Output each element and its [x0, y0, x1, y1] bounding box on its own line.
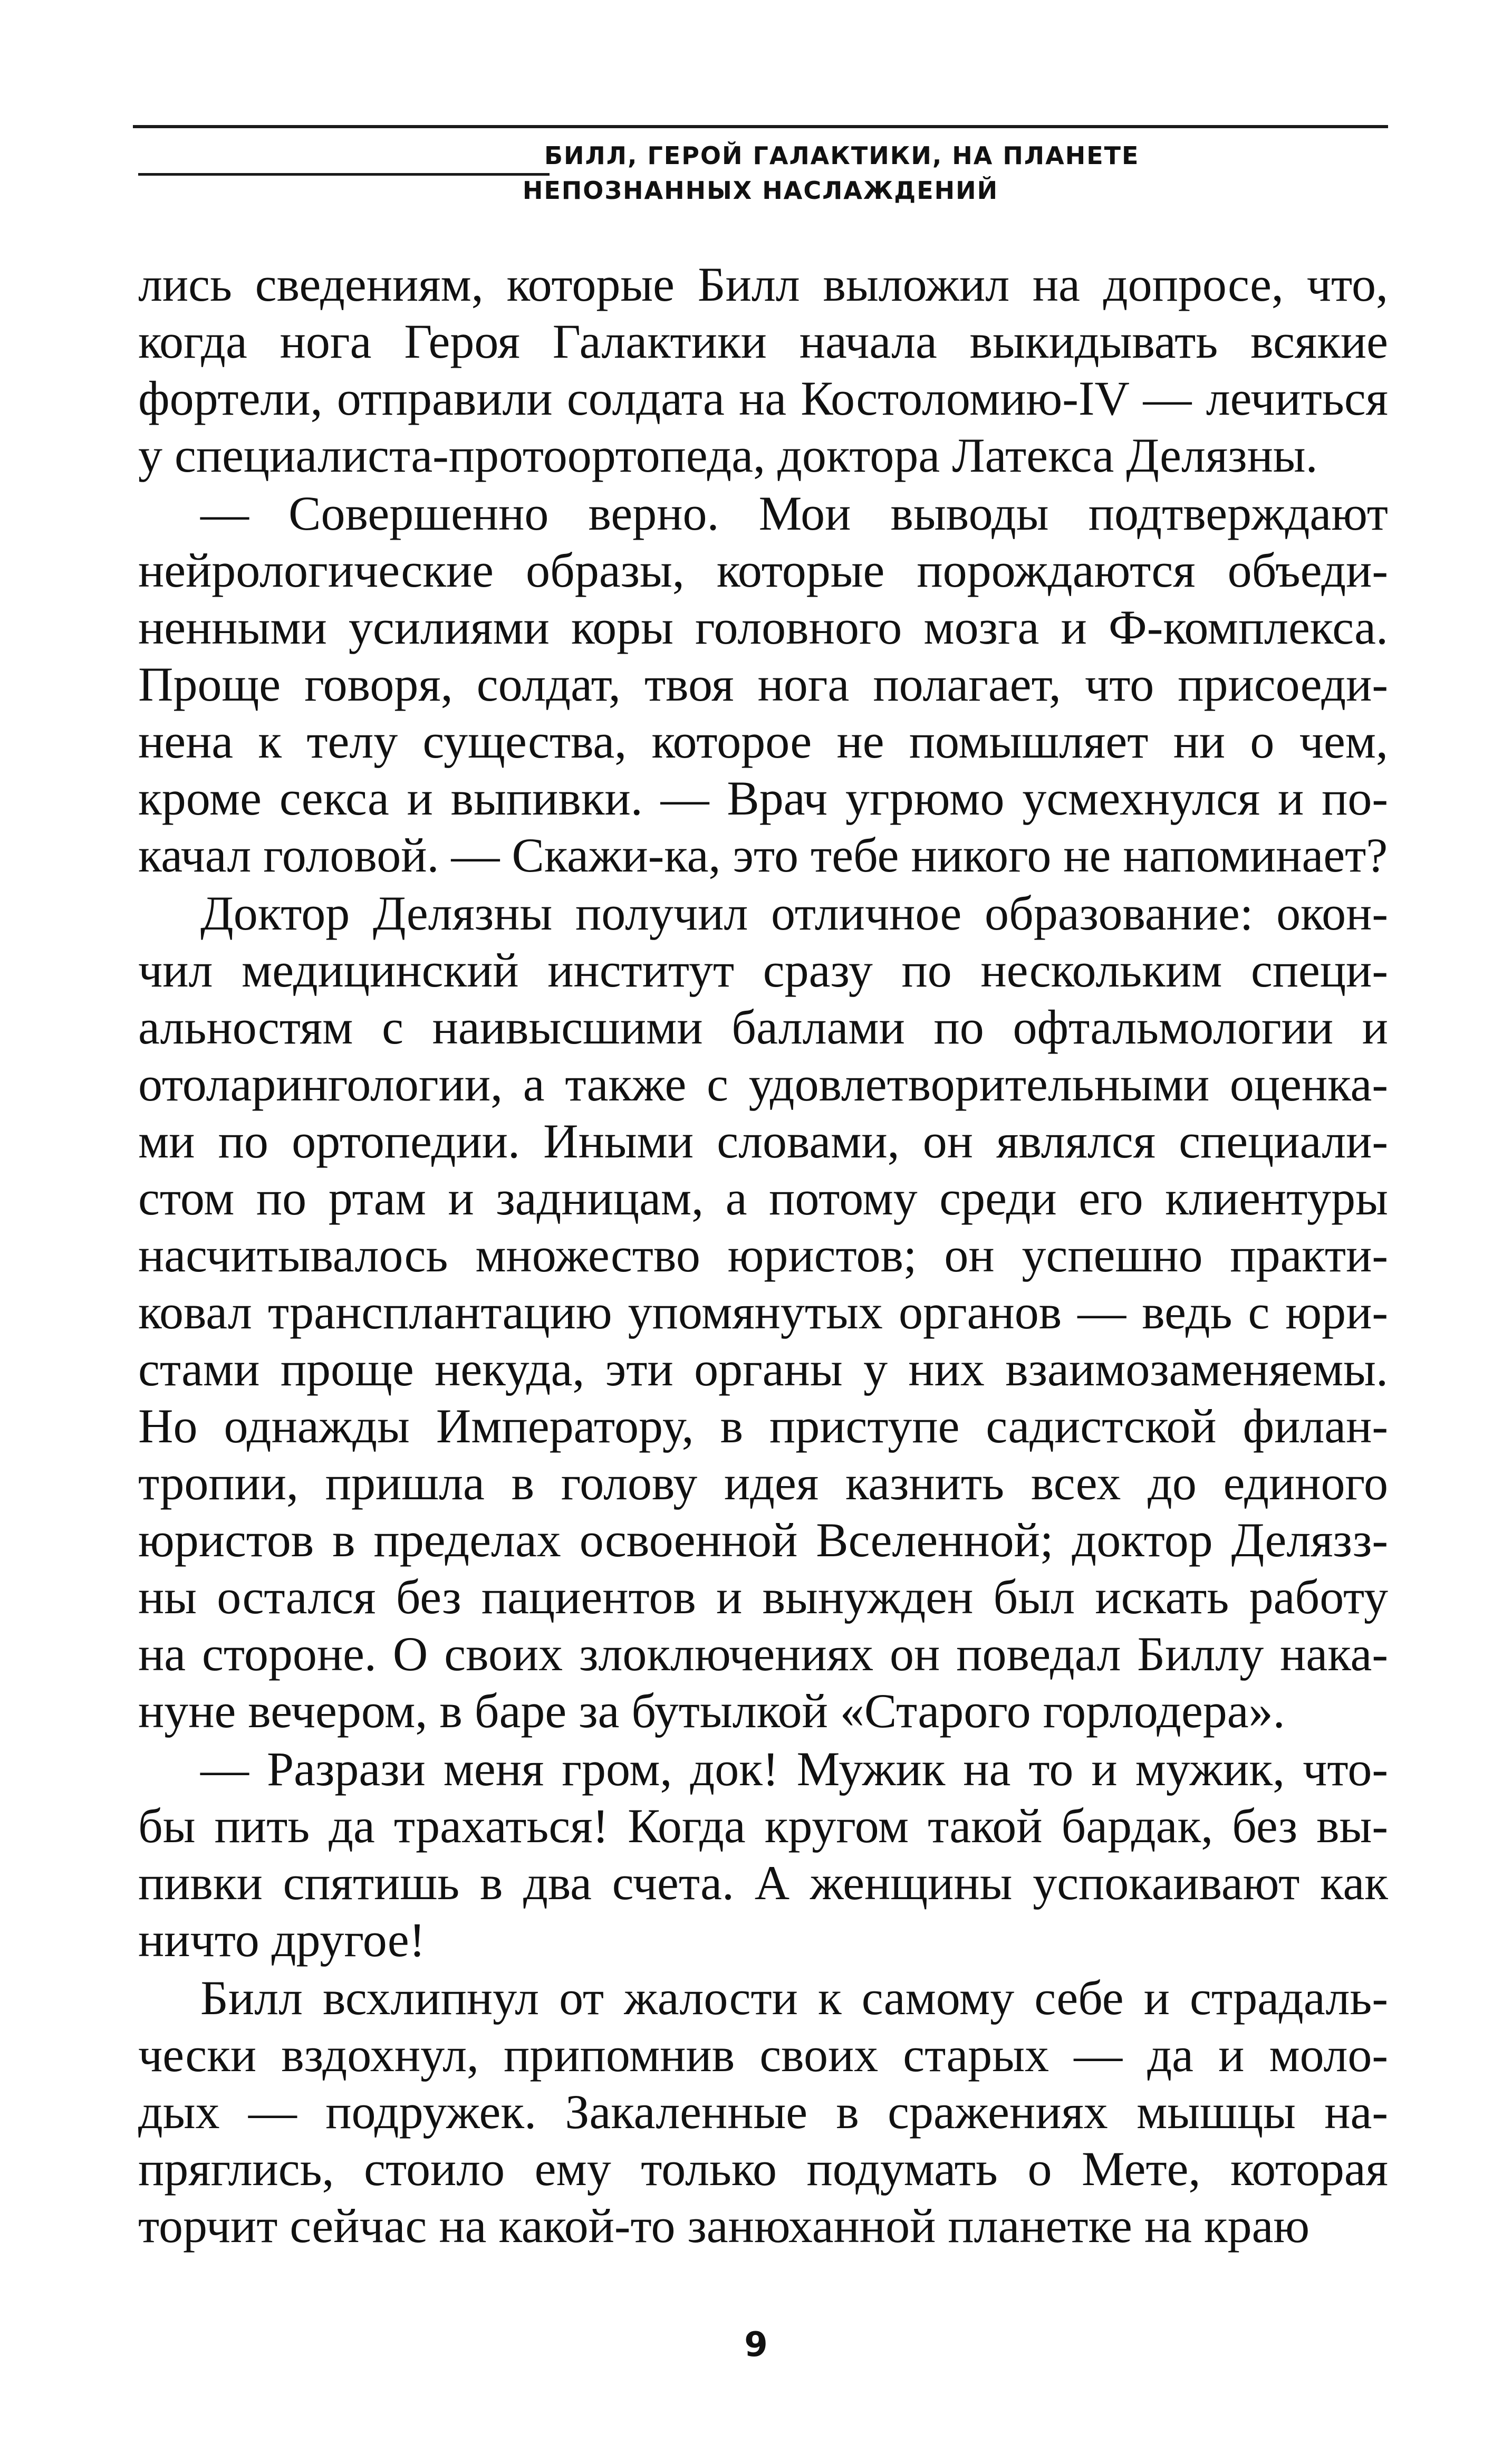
header-rule [133, 125, 1388, 128]
text-line: ны остался без пациентов и вынужден был искать работу [138, 1570, 1388, 1624]
running-head-line-1: БИЛЛ, ГЕРОЙ ГАЛАКТИКИ, НА ПЛАНЕТЕ [544, 141, 1140, 170]
text-line: на стороне. О своих злоключениях он поведал Биллу нака- [138, 1627, 1388, 1681]
text-line: альностям с наивысшими баллами по офтальмологии и [138, 1000, 1388, 1054]
text-line: Доктор Делязны получил отличное образование: окон- [200, 886, 1388, 940]
text-line: бы пить да трахаться! Когда кругом такой бардак, без вы- [138, 1799, 1388, 1853]
text-line: Билл всхлипнул от жалости к самому себе и страдаль- [200, 1971, 1388, 2025]
text-line: нена к телу существа, которое не помышляет ни о чем, [138, 714, 1388, 768]
text-line: пивки спятишь в два счета. А женщины успокаивают как [138, 1856, 1388, 1910]
text-line: пряглись, стоило ему только подумать о Мете, которая [138, 2142, 1388, 2196]
paragraph [138, 1969, 1388, 2254]
text-line: ковал трансплантацию упомянутых органов — ведь с юри- [138, 1285, 1388, 1339]
running-head [133, 138, 1388, 208]
text-line: тропии, пришла в голову идея казнить всех до единого [138, 1456, 1388, 1510]
text-line: ми по ортопедии. Иными словами, он являлся специали- [138, 1114, 1388, 1168]
text-line: когда нога Героя Галактики начала выкидывать всякие [138, 314, 1388, 368]
paragraph [138, 885, 1388, 1739]
text-line: торчит сейчас на какой-то занюханной планетке на краю [138, 2199, 1310, 2253]
body-text [138, 256, 1388, 2255]
text-line: Но однажды Императору, в приступе садистской филан- [138, 1399, 1388, 1453]
text-line: Проще говоря, солдат, твоя нога полагает, что присоеди- [138, 657, 1388, 711]
text-line: стом по ртам и задницам, а потому среди его клиентуры [138, 1171, 1388, 1225]
text-line: кроме секса и выпивки. — Врач угрюмо усмехнулся и по- [138, 771, 1388, 825]
text-line: стами проще некуда, эти органы у них взаимозаменяемы. [138, 1342, 1388, 1396]
paragraph [138, 256, 1388, 484]
text-line: фортели, отправили солдата на Костоломию-IV — лечиться [138, 371, 1388, 425]
text-line: ничто другое! [138, 1913, 426, 1967]
text-line: чески вздохнул, припомнив своих старых — да и моло- [138, 2028, 1388, 2082]
text-line: — Разрази меня гром, док! Мужик на то и мужик, что- [200, 1742, 1388, 1796]
running-head-line-2: НЕПОЗНАННЫХ НАСЛАЖДЕНИЙ [522, 176, 999, 205]
text-line: юристов в пределах освоенной Вселенной; доктор Делязз- [138, 1513, 1388, 1567]
text-line: насчитывалось множество юристов; он успешно практи- [138, 1228, 1388, 1282]
text-line: чил медицинский институт сразу по нескольким специ- [138, 943, 1388, 997]
text-line: у специалиста-протоортопеда, доктора Латекса Делязны. [138, 428, 1318, 482]
text-line: нейрологические образы, которые порождаются объеди- [138, 543, 1388, 597]
paragraph [138, 1740, 1388, 1968]
text-line: — Совершенно верно. Мои выводы подтверждают [200, 486, 1388, 540]
text-line: лись сведениям, которые Билл выложил на допросе, что, [138, 257, 1388, 311]
text-line: нуне вечером, в баре за бутылкой «Старого горлодера». [138, 1684, 1285, 1738]
paragraph [138, 485, 1388, 884]
text-line: отоларингологии, а также с удовлетворительными оценка- [138, 1057, 1388, 1111]
text-line: ненными усилиями коры головного мозга и Ф-комплекса. [138, 600, 1388, 654]
text-line: качал головой. — Скажи-ка, это тебе никого не напоминает? [138, 828, 1388, 882]
text-line: дых — подружек. Закаленные в сражениях мышцы на- [138, 2085, 1388, 2139]
page-number: 9 [744, 2325, 768, 2364]
